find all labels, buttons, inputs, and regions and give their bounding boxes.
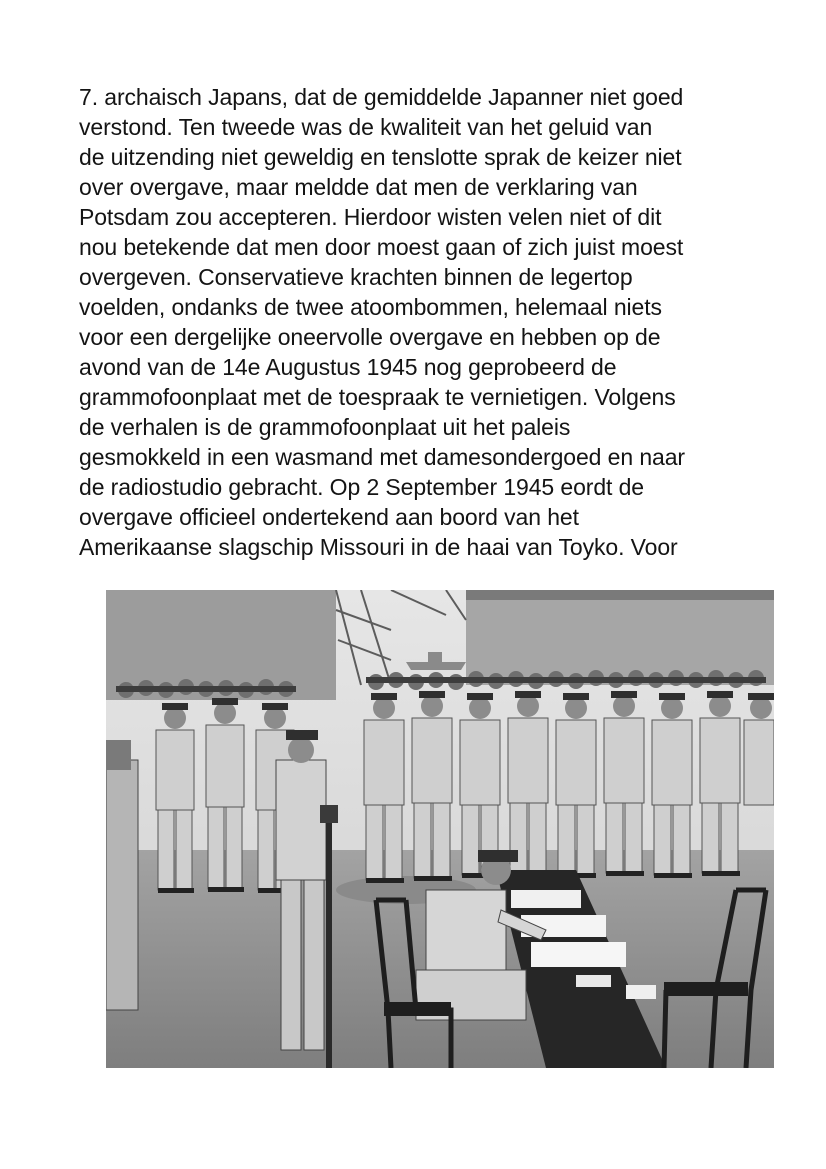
body-text	[79, 82, 779, 562]
text-line: voor een dergelijke oneervolle overgave en hebben op de	[79, 324, 661, 350]
surrender-ceremony-photo	[106, 590, 774, 1068]
text-line: de radiostudio gebracht. Op 2 September 1945 eordt de	[79, 474, 644, 500]
microphone-stand	[326, 810, 332, 1068]
text-line: grammofoonplaat met de toespraak te vernietigen. Volgens	[79, 384, 676, 410]
distant-ship	[406, 662, 466, 670]
text-line: de verhalen is de grammofoonplaat uit het paleis	[79, 414, 571, 440]
text-line: over overgave, maar meldde dat men de verklaring van	[79, 174, 638, 200]
text-line: verstond. Ten tweede was de kwaliteit van het geluid van	[79, 114, 653, 140]
text-line: overgave officieel ondertekend aan boord van het	[79, 504, 579, 530]
text-line: Amerikaanse slagschip Missouri in de haai van Toyko. Voor	[79, 534, 678, 560]
text-line: 7. archaisch Japans, dat de gemiddelde Japanner niet goed	[79, 84, 684, 110]
text-line: Potsdam zou accepteren. Hierdoor wisten velen niet of dit	[79, 204, 662, 230]
superstructure-right	[466, 590, 774, 685]
text-line: voelden, ondanks de twee atoombommen, helemaal niets	[79, 294, 662, 320]
text-line: avond van de 14e Augustus 1945 nog geprobeerd de	[79, 354, 617, 380]
text-line: de uitzending niet geweldig en tenslotte sprak de keizer niet	[79, 144, 682, 170]
text-line: overgeven. Conservatieve krachten binnen de legertop	[79, 264, 633, 290]
microphone	[320, 805, 338, 823]
text-line: nou betekende dat men door moest gaan of zich juist moest	[79, 234, 684, 260]
text-line: gesmokkeld in een wasmand met damesondergoed en naar	[79, 444, 685, 470]
photo-illustration	[106, 590, 774, 1068]
